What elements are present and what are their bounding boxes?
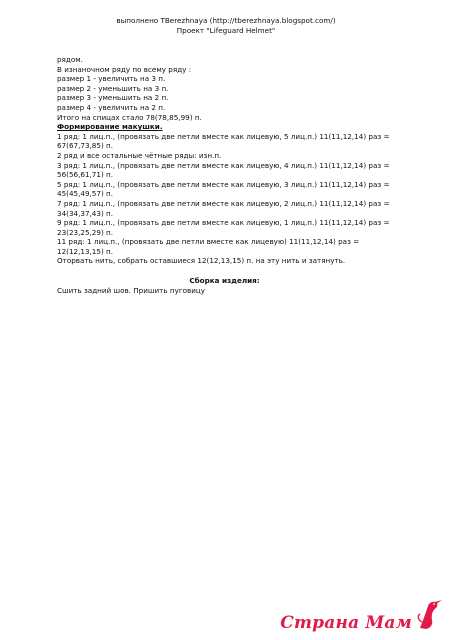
watermark-text: Страна Мам: [280, 613, 412, 633]
crown-heading: Формирование макушки.: [57, 122, 163, 132]
row-instruction: 9 ряд: 1 лиц.п., (провязать две петли вместе как лицевую, 1 лиц.п.) 11(11,12,14) раз = 23(23,25,29) п.: [57, 218, 390, 237]
text-line: размер 1 - увеличить на 3 п.: [57, 74, 166, 84]
text-line: размер 3 - уменьшить на 2 п.: [57, 93, 169, 103]
row-instruction: 2 ряд и все остальные чётные ряды: изн.п.: [57, 150, 222, 160]
page-header: [0, 16, 452, 36]
header-author-line: выполнено TBerezhnaya (http://tberezhnaya.blogspot.com/): [116, 16, 336, 25]
assembly-heading: Сборка изделия:: [189, 276, 260, 286]
text-line: размер 4 - увеличить на 2 п.: [57, 102, 166, 112]
row-instruction: 3 ряд: 1 лиц.п., (провязать две петли вместе как лицевую, 4 лиц.п.) 11(11,12,14) раз = 56(56,61,71) п.: [57, 160, 390, 180]
header-project-line: Проект "Lifeguard Helmet": [176, 26, 276, 35]
row-instruction: 11 ряд: 1 лиц.п., (провязать две петли вместе как лицевую) 11(11,12,14) раз = 12(12,13,15) п.: [57, 237, 360, 256]
text-line: В изнаночном ряду по всему ряду :: [57, 64, 192, 74]
watermark: [280, 598, 444, 632]
pattern-text: [57, 55, 392, 295]
text-line: Итого на спицах стало 78(78,85,99) п.: [57, 112, 202, 122]
text-line: рядом.: [57, 55, 83, 64]
row-instruction: 7 ряд: 1 лиц.п., (провязать две петли вместе как лицевую, 2 лиц.п.) 11(11,12,14) раз = 34(34,37,43) п.: [57, 198, 390, 218]
row-instruction: 1 ряд: 1 лиц.п., (провязать две петли вместе как лицевую, 5 лиц.п.) 11(11,12,14) раз = 67(67,73,85) п.: [57, 131, 390, 151]
stork-logo-icon: [414, 598, 444, 632]
finishing-instruction: Оторвать нить, собрать оставшиеся 12(12,13,15) п. на эту нить и затянуть.: [57, 256, 346, 266]
assembly-text: Сшить задний шов. Пришить пуговицу: [57, 285, 206, 295]
text-line: размер 2 - уменьшить на 3 п.: [57, 83, 169, 93]
row-instruction: 5 ряд: 1 лиц.п., (провязать две петли вместе как лицевую, 3 лиц.п.) 11(11,12,14) раз = 45(45,49,57) п.: [57, 179, 390, 199]
